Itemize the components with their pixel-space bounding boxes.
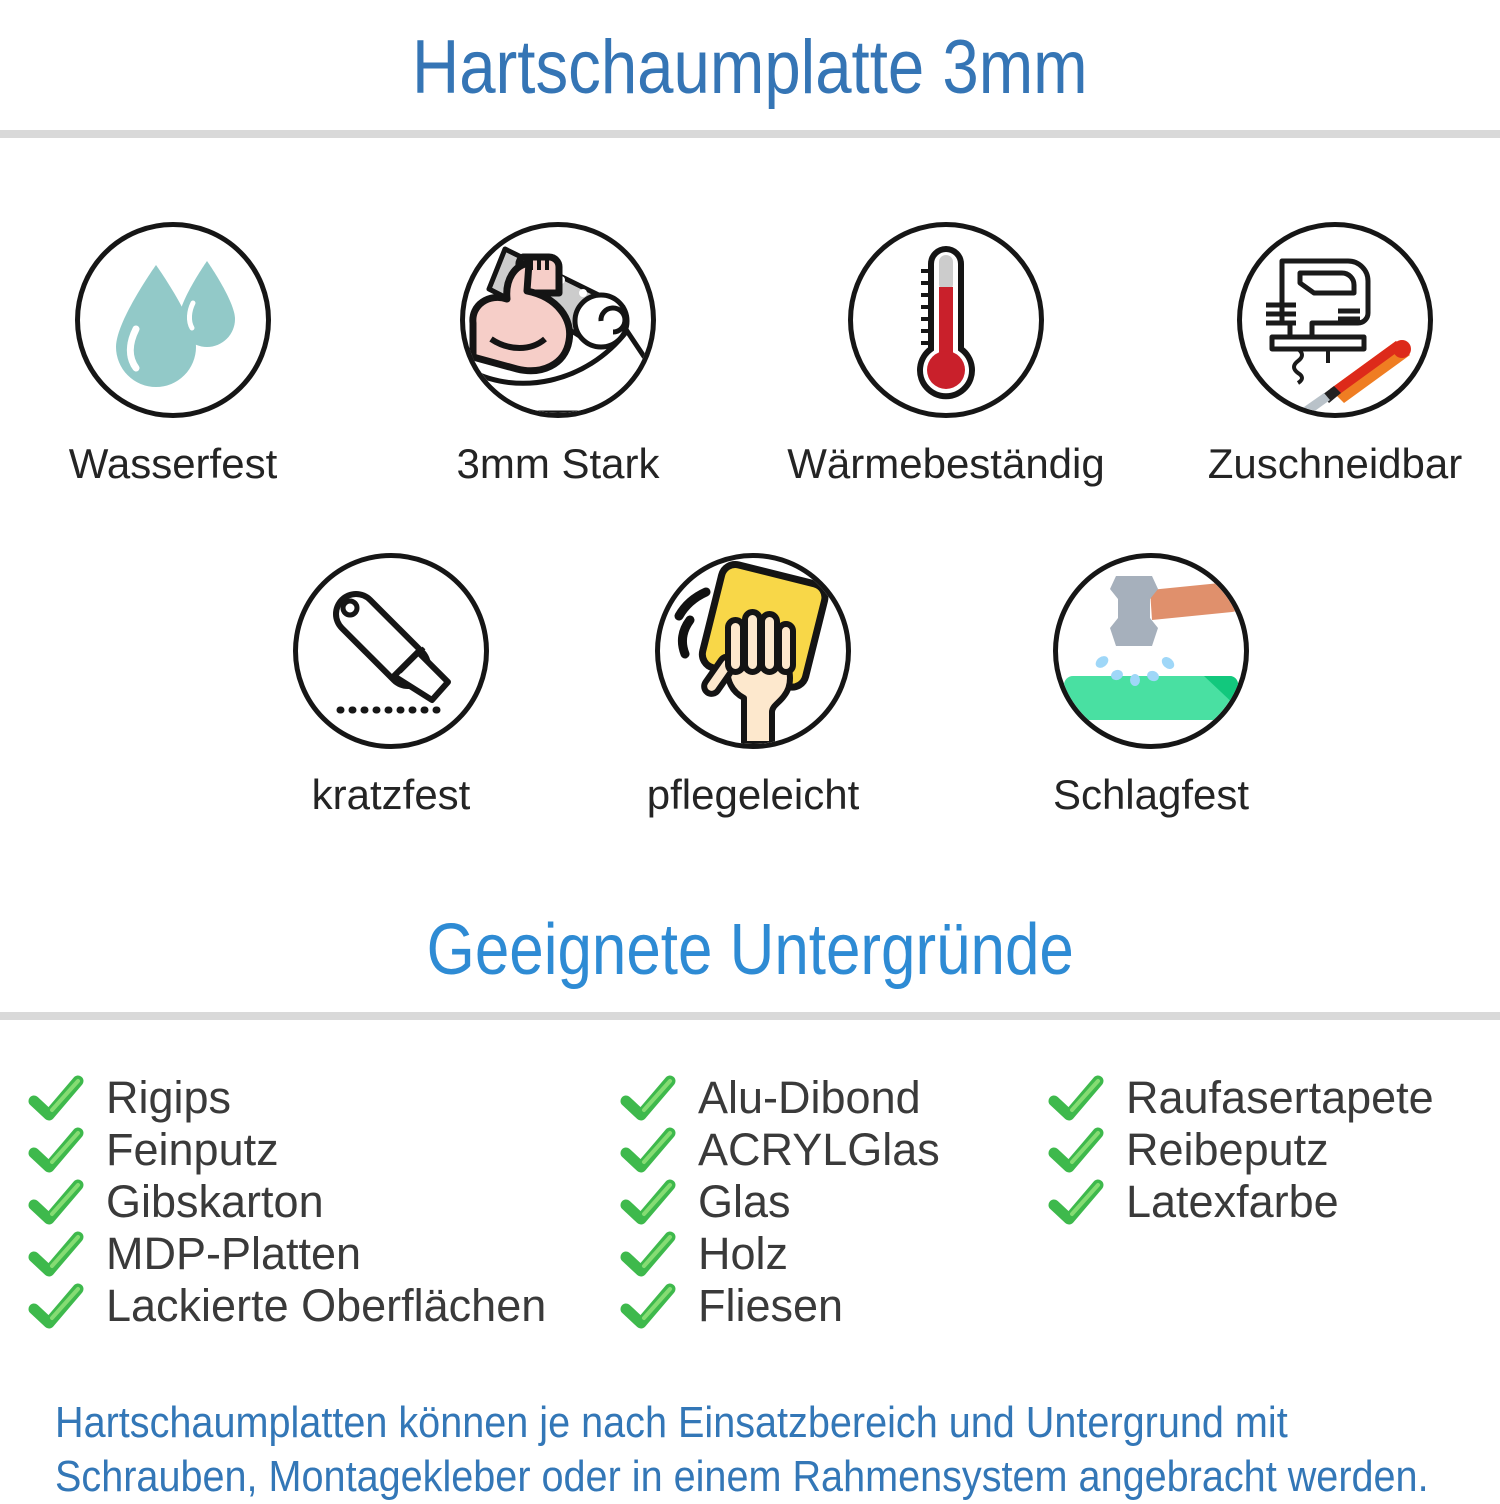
check-icon [620, 1075, 676, 1121]
list-item [620, 1176, 940, 1228]
list-item-text: Lackierte Oberflächen [106, 1280, 547, 1331]
muscle-arm-icon [460, 222, 656, 418]
check-icon [28, 1127, 84, 1173]
list-item [1048, 1124, 1434, 1176]
feature-label: Schlagfest [1052, 771, 1250, 818]
check-icon [1048, 1075, 1104, 1121]
utility-knife-icon [293, 553, 489, 749]
check-icon [1048, 1127, 1104, 1173]
footer-note [55, 1396, 1495, 1504]
list-item-text: MDP-Platten [106, 1228, 362, 1279]
substrate-column-2 [620, 1072, 940, 1332]
section-heading [0, 905, 1500, 995]
list-item-text: Glas [698, 1176, 791, 1227]
footer-line-2: Schrauben, Montagekleber oder in einem Rahmensystem angebracht werden. [55, 1452, 1429, 1501]
list-item [28, 1280, 546, 1332]
page-title-text: Hartschaumplatte 3mm [412, 25, 1088, 110]
feature-waermebestaendig [781, 222, 1111, 488]
list-item [28, 1228, 546, 1280]
thermometer-icon [848, 222, 1044, 418]
feature-label: 3mm Stark [456, 440, 660, 487]
feature-schlagfest [986, 553, 1316, 819]
feature-label: Zuschneidbar [1207, 440, 1463, 487]
check-icon [620, 1231, 676, 1277]
list-item-text: Fliesen [698, 1280, 844, 1331]
feature-wasserfest [8, 222, 338, 488]
check-icon [28, 1179, 84, 1225]
divider-bottom [0, 1012, 1500, 1020]
feature-zuschneidbar [1170, 222, 1500, 488]
water-drops-icon [75, 222, 271, 418]
list-item-text: ACRYLGlas [698, 1124, 940, 1175]
footer-line-1: Hartschaumplatten können je nach Einsatzbereich und Untergrund mit [55, 1398, 1288, 1447]
divider-top [0, 130, 1500, 138]
check-icon [28, 1075, 84, 1121]
feature-pflegeleicht [588, 553, 918, 819]
list-item-text: Latexfarbe [1126, 1176, 1339, 1227]
list-item-text: Reibeputz [1126, 1124, 1329, 1175]
feature-label: Wärmebeständig [787, 440, 1105, 487]
list-item-text: Alu-Dibond [698, 1072, 921, 1123]
list-item [28, 1176, 546, 1228]
list-item [620, 1124, 940, 1176]
feature-label: kratzfest [311, 771, 471, 818]
jigsaw-cutter-icon [1237, 222, 1433, 418]
list-item [620, 1280, 940, 1332]
list-item [28, 1124, 546, 1176]
feature-3mm-stark [393, 222, 723, 488]
list-item-text: Raufasertapete [1126, 1072, 1434, 1123]
check-icon [28, 1231, 84, 1277]
list-item [1048, 1072, 1434, 1124]
list-item-text: Holz [698, 1228, 789, 1279]
hammer-impact-icon [1053, 553, 1249, 749]
section-heading-text: Geeignete Untergründe [426, 910, 1074, 990]
list-item [1048, 1176, 1434, 1228]
substrate-column-1 [28, 1072, 546, 1332]
check-icon [620, 1179, 676, 1225]
check-icon [620, 1127, 676, 1173]
cleaning-cloth-hand-icon [655, 553, 851, 749]
list-item-text: Gibskarton [106, 1176, 324, 1227]
list-item [28, 1072, 546, 1124]
feature-kratzfest [226, 553, 556, 819]
substrate-column-3 [1048, 1072, 1434, 1228]
feature-label: pflegeleicht [646, 771, 860, 818]
check-icon [28, 1283, 84, 1329]
list-item [620, 1228, 940, 1280]
page-title [0, 26, 1500, 110]
list-item-text: Rigips [106, 1072, 232, 1123]
list-item-text: Feinputz [106, 1124, 279, 1175]
list-item [620, 1072, 940, 1124]
feature-label: Wasserfest [68, 440, 278, 487]
check-icon [620, 1283, 676, 1329]
check-icon [1048, 1179, 1104, 1225]
